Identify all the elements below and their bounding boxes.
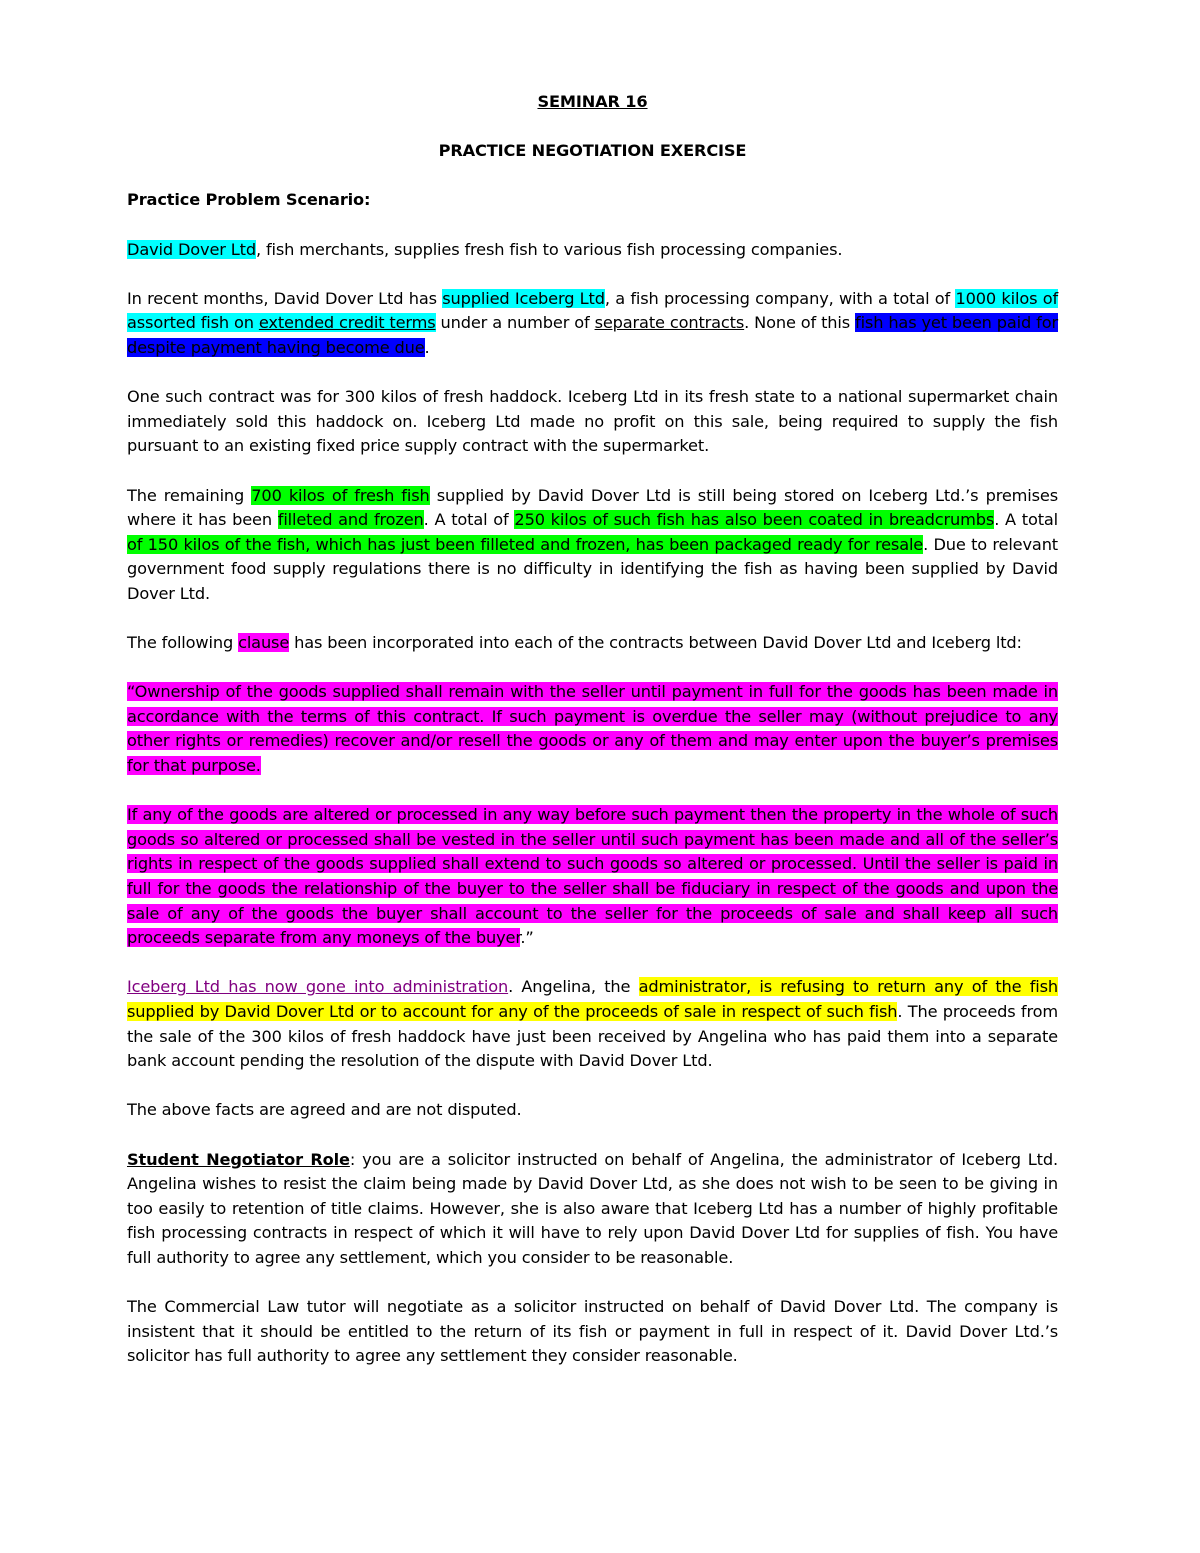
highlight-cyan: David Dover Ltd	[127, 239, 256, 259]
administration-link[interactable]: Iceberg Ltd has now gone into administration	[127, 977, 509, 997]
text-run: . None of this	[744, 313, 856, 333]
text-run: , a fish processing company, with a total of	[604, 288, 956, 308]
document-subtitle: PRACTICE NEGOTIATION EXERCISE	[438, 141, 747, 161]
text-run: . Due to relevant government food supply regulations there is no difficulty in identifying the fish as having been supplied by David Dover Ltd.	[127, 534, 1058, 603]
paragraph-remaining-fish	[127, 484, 1058, 607]
text-run: The following	[127, 633, 239, 653]
text-run: .	[424, 337, 430, 357]
paragraph-tutor-role: The Commercial Law tutor will negotiate as a solicitor instructed on behalf of David Dover Ltd. The company is insistent that it should be entitled to the return of its fish or payment in full in respect of it. David Dover Ltd.’s solicitor has full authority to agree any settlement they consider reasonable.	[127, 1297, 1058, 1366]
paragraph-haddock: One such contract was for 300 kilos of fresh haddock. Iceberg Ltd in its fresh state to a national supermarket chain immediately sold this haddock on. Iceberg Ltd made no profit on this sale, being required to supply the fish pursuant to an existing fixed price supply contract with the supermarket.	[127, 387, 1058, 456]
paragraph-clause-intro	[127, 631, 1058, 656]
text-run: . A total of	[423, 510, 515, 530]
highlight-cyan: supplied Iceberg Ltd	[442, 288, 605, 308]
paragraph-student-role	[127, 1148, 1058, 1271]
document-title: SEMINAR 16	[537, 92, 648, 111]
text-run: 1000 kilos of assorted fish on	[127, 288, 1059, 333]
text-run: has been incorporated into each of the contracts between David Dover Ltd and Iceberg ltd:	[289, 633, 1022, 653]
underlined-text: extended credit terms	[258, 313, 436, 333]
paragraph-agreed-facts: The above facts are agreed and are not disputed.	[127, 1100, 522, 1120]
text-run: . The proceeds from the sale of the 300 kilos of fresh haddock have just been received by Angelina who has paid them into a separate bank account pending the resolution of the dispute with David Dover Ltd.	[127, 1001, 1059, 1071]
highlight-magenta: If any of the goods are altered or processed in any way before such payment then the property in the whole of such goods so altered or processed shall be vested in the seller until such payment has been made and all of the seller’s rights in respect of the goods supplied shall extend to such goods so altered or processed. Until the seller is paid in full for the goods the relationship of the buyer to the seller shall be fiduciary in respect of the goods and upon the sale of any of the goods the buyer shall account to the seller for the proceeds of sale and shall keep all such proceeds separate from any moneys of the buyer	[127, 805, 1058, 948]
text-run: , fish merchants, supplies fresh fish to various fish processing companies.	[255, 239, 843, 259]
text-run: The remaining	[127, 485, 252, 505]
highlight-yellow: administrator, is refusing to return any of the fish supplied by David Dover Ltd or to account for any of the proceeds of sale in respect of such fish	[127, 977, 1058, 1021]
paragraph-intro	[127, 238, 1058, 263]
document-body	[127, 90, 1058, 1369]
highlight-magenta: “Ownership of the goods supplied shall remain with the seller until payment in full for the goods has been made in accordance with the terms of this contract. If such payment is overdue the seller may (without prejudice to any other rights or remedies) recover and/or resell the goods or any of them and may enter upon the buyer’s premises for that purpose.	[127, 682, 1058, 776]
highlight-blue: fish has yet been paid for despite payment having become due	[127, 313, 1058, 357]
underlined-text: separate contracts	[594, 313, 745, 333]
section-heading: Practice Problem Scenario:	[127, 190, 371, 210]
paragraph-clause-ownership	[127, 680, 1058, 778]
paragraph-clause-processing	[127, 803, 1058, 951]
highlight-green: of 150 kilos of the fish, which has just been filleted and frozen, has been packaged ready for resale	[127, 534, 924, 554]
paragraph-supply	[127, 287, 1058, 361]
highlight-green: 700 kilos of fresh fish	[251, 485, 430, 505]
text-run: .”	[520, 928, 534, 948]
highlight-green: filleted and frozen	[277, 510, 424, 530]
text-run: under a number of	[435, 313, 595, 333]
highlight-green: 250 kilos of such fish has also been coated in breadcrumbs	[514, 510, 995, 530]
role-label: Student Negotiator Role	[127, 1149, 350, 1169]
highlight-magenta: clause	[238, 633, 290, 653]
text-run: In recent months, David Dover Ltd has	[127, 288, 443, 308]
text-run: . A total	[994, 510, 1059, 530]
text-run: . Angelina, the	[508, 977, 639, 997]
text-run: : you are a solicitor instructed on behalf of Angelina, the administrator of Iceberg Ltd. Angelina wishes to resist the claim being made by David Dover Ltd, as she does not wish to be seen to be giving in too easily to retention of title claims. However, she is also aware that Iceberg Ltd has a number of highly profitable fish processing contracts in respect of which it will have to rely upon David Dover Ltd for supplies of fish. You have full authority to agree any settlement, which you consider to be reasonable.	[127, 1149, 1058, 1267]
text-run: supplied by David Dover Ltd is still being stored on Iceberg Ltd.’s premises where it has been	[127, 485, 1058, 530]
paragraph-administration	[127, 975, 1058, 1073]
